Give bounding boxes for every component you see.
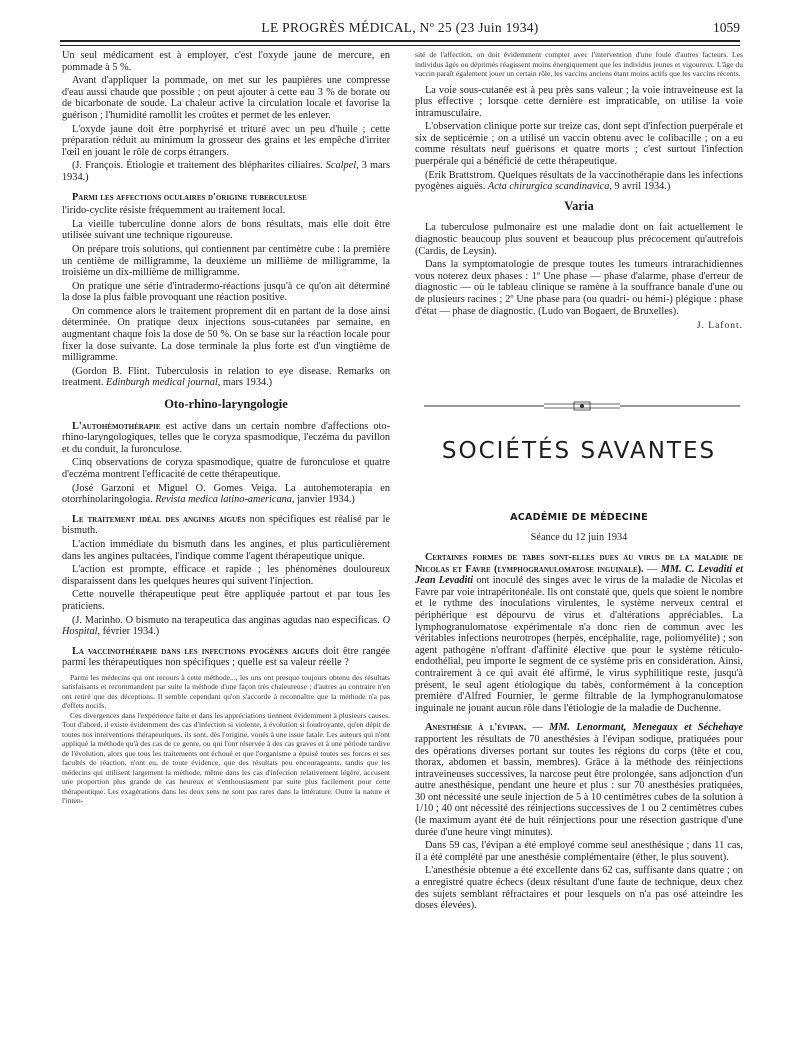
paragraph: La tuberculose pulmonaire est une maladie dont on fait actuellement le diagnostic beaucoup plus souvent et beaucoup plus précocement qu'autrefois (Cardis, de Leysin). xyxy=(415,222,743,257)
article-title: Parmi les affections oculaires d'origine tuberculeuse xyxy=(72,191,307,203)
reference-text: (J. Marinho. O bismuto na terapeutica das anginas agudas nao especificas. xyxy=(72,614,380,626)
paragraph: Avant d'appliquer la pommade, on met sur les paupières une compresse d'eau aussi chaude que possible ; on peut ajouter à cette eau 3 % de borate ou de bicarbonate de soude. La chaleur active la circulation locale et favorise la guérison ; l'humidité ramollit les croûtes et permet de les enlever. xyxy=(62,75,390,121)
article-lead: Certaines formes de tabes sont-elles dues au virus de la maladie de Nicolas et Favre (lymphogranulomatose inguinale). — MM. C. Levaditi et Jean Levaditi ont inoculé des singes avec le virus de la maladie de Nicolas et Favre par voie intrapéritonéale. Ils ont constaté que, quels que soient le nombre et le rythme des inoculations virulentes, le système nerveux central et périphérique est dépourvu de virus et d'altérations appréciables. La lymphogranulomatose expérimentale n'a donc rien de commun avec les véritables infections neurotropes (herpès, encéphalite, rage, poliomyélite) ; son agent pathogène n'offrant d'affinité élective que pour le système réticulo-endothélial, peu importe le segment de ce système pris en considération. Ainsi, contrairement à ce qui avait été affirmé, le virus syphilitique reste, jusqu'à présent, le seul agent étiologique du tabès, conformément à la conception première d'Alfred Fournier, le germe filtrable de la lymphogranulomatose inguinale ne jouant aucun rôle dans l'étiologie de la maladie de Duchenne. xyxy=(415,552,743,714)
article-title: L'autohémothérapie xyxy=(72,420,161,432)
article-text: rapportent les résultats de 70 anesthésies à l'évipan sodique, pratiquées pour des opérations diverses portant sur toutes les régions du corps (tête et cou, thorax, abdomen et bassin, membres). Grâce à la méthode des réinjections intraveineuses successives, la narcose peut être prolongée, sans adjonction d'un autre anesthésique, pendant une heure et plus : sur 70 anesthésies pratiquées, 30 ont nécessité une seule injection de 5 à 10 centimètres cubes de la solution à 1/10 ; 40 ont nécessité des réinjections successives de 1 ou 2 centimètres cubes (le maximum ayant été de huit réinjections pour une résection gastrique d'une durée d'une heure vingt minutes). xyxy=(415,733,743,838)
paragraph: On commence alors le traitement proprement dit en partant de la dose ainsi déterminée. On pratique deux injections sous-cutanées par semaine, en augmentant chaque fois la dose de 50 %. On se base sur la réaction locale pour fixer la dose suivante. La dose terminale la plus forte est d'un vingtième de milligramme. xyxy=(62,305,390,364)
reference-text: (Erik Brattstrom. Quelques résultats de la vaccinothérapie dans les infections pyogènes aiguës. xyxy=(415,169,743,193)
section-heading-societes: SOCIÉTÉS SAVANTES xyxy=(441,438,717,464)
paragraph: L'action immédiate du bismuth dans les angines, et plus particulièrement dans les angines pultacées, l'indique comme l'agent thérapeutique unique. xyxy=(62,538,390,562)
journal-name: O Hospital xyxy=(62,614,391,638)
reference xyxy=(62,160,390,183)
paragraph: Cette nouvelle thérapeutique peut être appliquée partout et par tous les praticiens. xyxy=(62,589,390,612)
paragraph: On prépare trois solutions, qui contiennent par centimètre cube : la première un centième de milligramme, la deuxième un millième de milligramme, la troisième un dix-millième de milligramme. xyxy=(62,243,390,279)
section-heading-oto: Oto-rhino-laryngologie xyxy=(164,397,288,412)
reference-date: , 3 mars 1934.) xyxy=(62,160,390,183)
paragraph: L'observation clinique porte sur treize cas, dont sept d'infection puerpérale et six de septicémie ; on a utilisé un vaccin obtenu avec le colibacille ; on a eu comme résultats neuf guérisons et quatre morts ; c'est surtout l'infection puerpérale qui a bénéficié de cette thérapeutique. xyxy=(415,121,743,168)
paragraph: Un seul médicament est à employer, c'est l'oxyde jaune de mercure, en pommade à 5 %. xyxy=(62,50,390,73)
section-heading-varia: Varia xyxy=(564,198,594,213)
article-lead xyxy=(62,514,390,537)
reference-text: (J. François. Étiologie et traitement des blépharites ciliaires. xyxy=(72,160,323,172)
paragraph: Cinq observations de coryza spasmodique, quatre de furonculose et quatre d'eczéma montrent l'efficacité de cette thérapeutique. xyxy=(62,457,390,480)
paragraph: Dans la symptomatologie de presque toutes les tumeurs intrarachidiennes vous noterez deux phases : 1º Une phase — phase d'alarme, phase d'erreur de diagnostic — où le tableau clinique se ramène à la souffrance banale d'une ou de plusieurs racines ; 2º Une phase para (ou quadri- ou hémi-) plégique : phase d'état — phase de diagnostic. (Ludo van Bogaert, de Bruxelles). xyxy=(415,259,743,317)
section-heading-academie: ACADÉMIE DE MÉDECINE xyxy=(510,512,648,523)
article-lead xyxy=(62,421,390,456)
paragraph: La vieille tuberculine donne alors de bons résultats, mais elle doit être utilisée suivant une technique rigoureuse. xyxy=(62,218,390,242)
reference-date: , janvier 1934.) xyxy=(291,494,355,506)
reference-date: , mars 1934.) xyxy=(217,377,273,389)
journal-name: Edinburgh medical journal xyxy=(106,377,218,389)
header-rule xyxy=(60,40,740,46)
small-print: Parmi les médecins qui ont recours à cette méthode..., les uns ont presque toujours obtenu des résultats satisfaisants et recommandent par suite la méthode d'une façon très chaleureuse ; d'autres au contraire n'en ont retiré que des déceptions. Il semble cependant qu'on s'accorde à reconnaître que la méthode n'a pas d'effets nocifs. xyxy=(62,672,390,711)
ornament-divider xyxy=(424,400,740,412)
paragraph: On pratique une série d'intradermo-réactions jusqu'à ce qu'on ait déterminé la dose la plus faible provoquant une réaction positive. xyxy=(62,280,390,304)
reference-text: (José Garzoni et Miguel O. Gomes Veiga. La autohemoterapia en otorrhinolaringologia. xyxy=(62,482,390,506)
paragraph: L'oxyde jaune doit être porphyrisé et trituré avec un peu d'huile ; cette préparation réduit au minimum la grosseur des grains et les empêche d'irriter l'œil en jouant le rôle de corps étrangers. xyxy=(62,123,390,158)
journal-name: Revista medica latino-americana xyxy=(155,494,292,506)
article-lead xyxy=(62,646,390,669)
paragraph: L'anesthésie obtenue a été excellente dans 62 cas, suffisante dans quatre ; on a enregistré quatre échecs (deux résultant d'une faute de technique, deux chez des sujets semblant réfractaires et pour lesquels on n'a pas osé atteindre les doses élevées). xyxy=(415,865,743,912)
small-print: sité de l'affection, on doit évidemment compter avec l'intervention d'une foule d'autres facteurs. Les individus âgés ou déprimés réagissent moins énergiquement que les individus jeunes et vigoureux. L'âge du vaccin paraît également jouer un certain rôle, les vaccins anciens étant moins actifs que les vaccins récents. xyxy=(415,50,743,78)
article-title: Certaines formes de tabes sont-elles dues au virus de la maladie de Nicolas et Favre (lymphogranulomatose inguinale). xyxy=(415,552,743,575)
reference-date: , février 1934.) xyxy=(97,626,160,638)
author-signature: J. Lafont. xyxy=(696,321,743,332)
page-number: 1059 xyxy=(713,20,740,35)
article-title: La vaccinothérapie dans les infections pyogènes aiguës xyxy=(72,645,319,657)
reference xyxy=(415,170,743,193)
paragraph: l'irido-cyclite résiste fréquemment au traitement local. xyxy=(62,205,286,217)
page-header xyxy=(60,18,740,40)
reference xyxy=(62,615,390,638)
reference xyxy=(62,366,390,389)
reference-date: , 9 avril 1934.) xyxy=(609,181,671,193)
small-print: Ces divergences dans l'expérience faite et dans les appréciations tiennent évidemment à plusieurs causes. Tout d'abord, il existe évidemment des cas d'infection si violente, à évolution si foudroyante, qu'en dépit de toutes nos interventions thérapeutiques, ils sont, dès l'origine, voués à une issue fatale. Les auteurs qui n'ont appliqué la méthode qu'à des cas de ce genre, ou qui l'ont réservée à des cas graves et à une période tardive de l'évolution, alors que tous les traitements ont échoué et que l'organisme a épuisé toutes ses forces et ses facultés de réaction, n'ont eu, de toute évidence, que des résultats peu encourageants, tandis que les médecins qui utilisent largement la méthode, même dans les cas d'infection relativement légère, accusent une proportion plus grande de cas heureux et s'enthousiasment par suite plus facilement pour cette thérapeutique. Les exagérations dans les deux sens ne sont pas rares dans la littérature. Outre la nature et l'inten- xyxy=(62,710,390,806)
reference xyxy=(62,483,390,506)
right-column-upper xyxy=(415,50,743,333)
journal-title: LE PROGRÈS MÉDICAL, Nº 25 (23 Juin 1934) xyxy=(261,20,539,35)
article-authors: MM. Lenormant, Menegaux et Séchehaye xyxy=(549,722,743,734)
right-column-lower xyxy=(415,552,743,914)
reference-text: (Gordon B. Flint. Tuberculosis in relation to eye disease. Remarks on treatment. xyxy=(62,365,390,389)
journal-name: Scalpel xyxy=(325,160,357,172)
article-title: Anesthésie à l'évipan. xyxy=(425,722,527,734)
article-text: non spécifiques est réalisé par le bismuth. xyxy=(62,513,390,537)
article-title: Le traitement idéal des angines aiguës xyxy=(72,513,246,525)
article-authors: MM. C. Levaditi et Jean Levaditi xyxy=(415,563,743,587)
paragraph: La voie sous-cutanée est à peu près sans valeur ; la voie intraveineuse est la plus effective ; lorsque cette dernière est impraticable, on utilise la voie intramusculaire. xyxy=(415,84,743,119)
left-column xyxy=(62,50,390,806)
session-date: Séance du 12 juin 1934 xyxy=(530,532,628,543)
journal-name: Acta chirurgica scandinavica xyxy=(487,181,610,193)
article-lead xyxy=(62,192,390,204)
article-text: ont inoculé des singes avec le virus de la maladie de Nicolas et Favre par voie intrapéritonéale. Ils ont constaté que, quels que soient le nombre et le rythme des inoculations virulentes, le système nerveux central et périphérique est dépourvu de virus et d'altérations appréciables. La lymphogranulomatose expérimentale n'a donc rien de commun avec les véritables infections neurotropes (herpès, encéphalite, rage, poliomyélite) ; son agent pathogène n'offrant d'affinité élective que pour le système réticulo-endothélial, peu importe le segment de ce système pris en considération. Ainsi, contrairement à ce qui avait été affirmé, le virus syphilitique reste, jusqu'à présent, le seul agent étiologique du tabès, conformément à la conception première d'Alfred Fournier, le germe filtrable de la lymphogranulomatose inguinale ne jouant aucun rôle dans l'étiologie de la maladie de Duchenne. xyxy=(415,575,743,714)
paragraph: L'action est prompte, efficace et rapide ; les phénomènes douloureux disparaissent dans les quelques heures qui suivent l'injection. xyxy=(62,564,390,587)
paragraph: Dans 59 cas, l'évipan a été employé comme seul anesthésique ; dans 11 cas, il a été complété par une anesthésie complémentaire (éther, le plus souvent). xyxy=(415,840,743,863)
article-text: est active dans un certain nombre d'affections oto-rhino-laryngologiques, telles que le coryza spasmodique, l'eczéma du pavillon et du conduit, la furonculose. xyxy=(62,420,390,455)
article-text: doit être rangée parmi les thérapeutiques non spécifiques ; quelle est sa valeur réelle ? xyxy=(62,645,390,669)
article-lead: Anesthésie à l'évipan. — MM. Lenormant, Menegaux et Séchehaye rapportent les résultats de 70 anesthésies à l'évipan sodique, pratiquées pour des opérations diverses portant sur toutes les régions du corps (tête et cou, thorax, abdomen et bassin, membres). Grâce à la méthode des réinjections intraveineuses successives, la narcose peut être prolongée, sans adjonction d'un autre anesthésique, pendant une heure et plus : sur 70 anesthésies pratiquées, 30 ont nécessité une seule injection de 5 à 10 centimètres cubes de la solution à 1/10 ; 40 ont nécessité des réinjections successives de 1 ou 2 centimètres cubes (le maximum ayant été de huit réinjections pour une résection gastrique d'une durée d'une heure vingt minutes). xyxy=(415,722,743,838)
